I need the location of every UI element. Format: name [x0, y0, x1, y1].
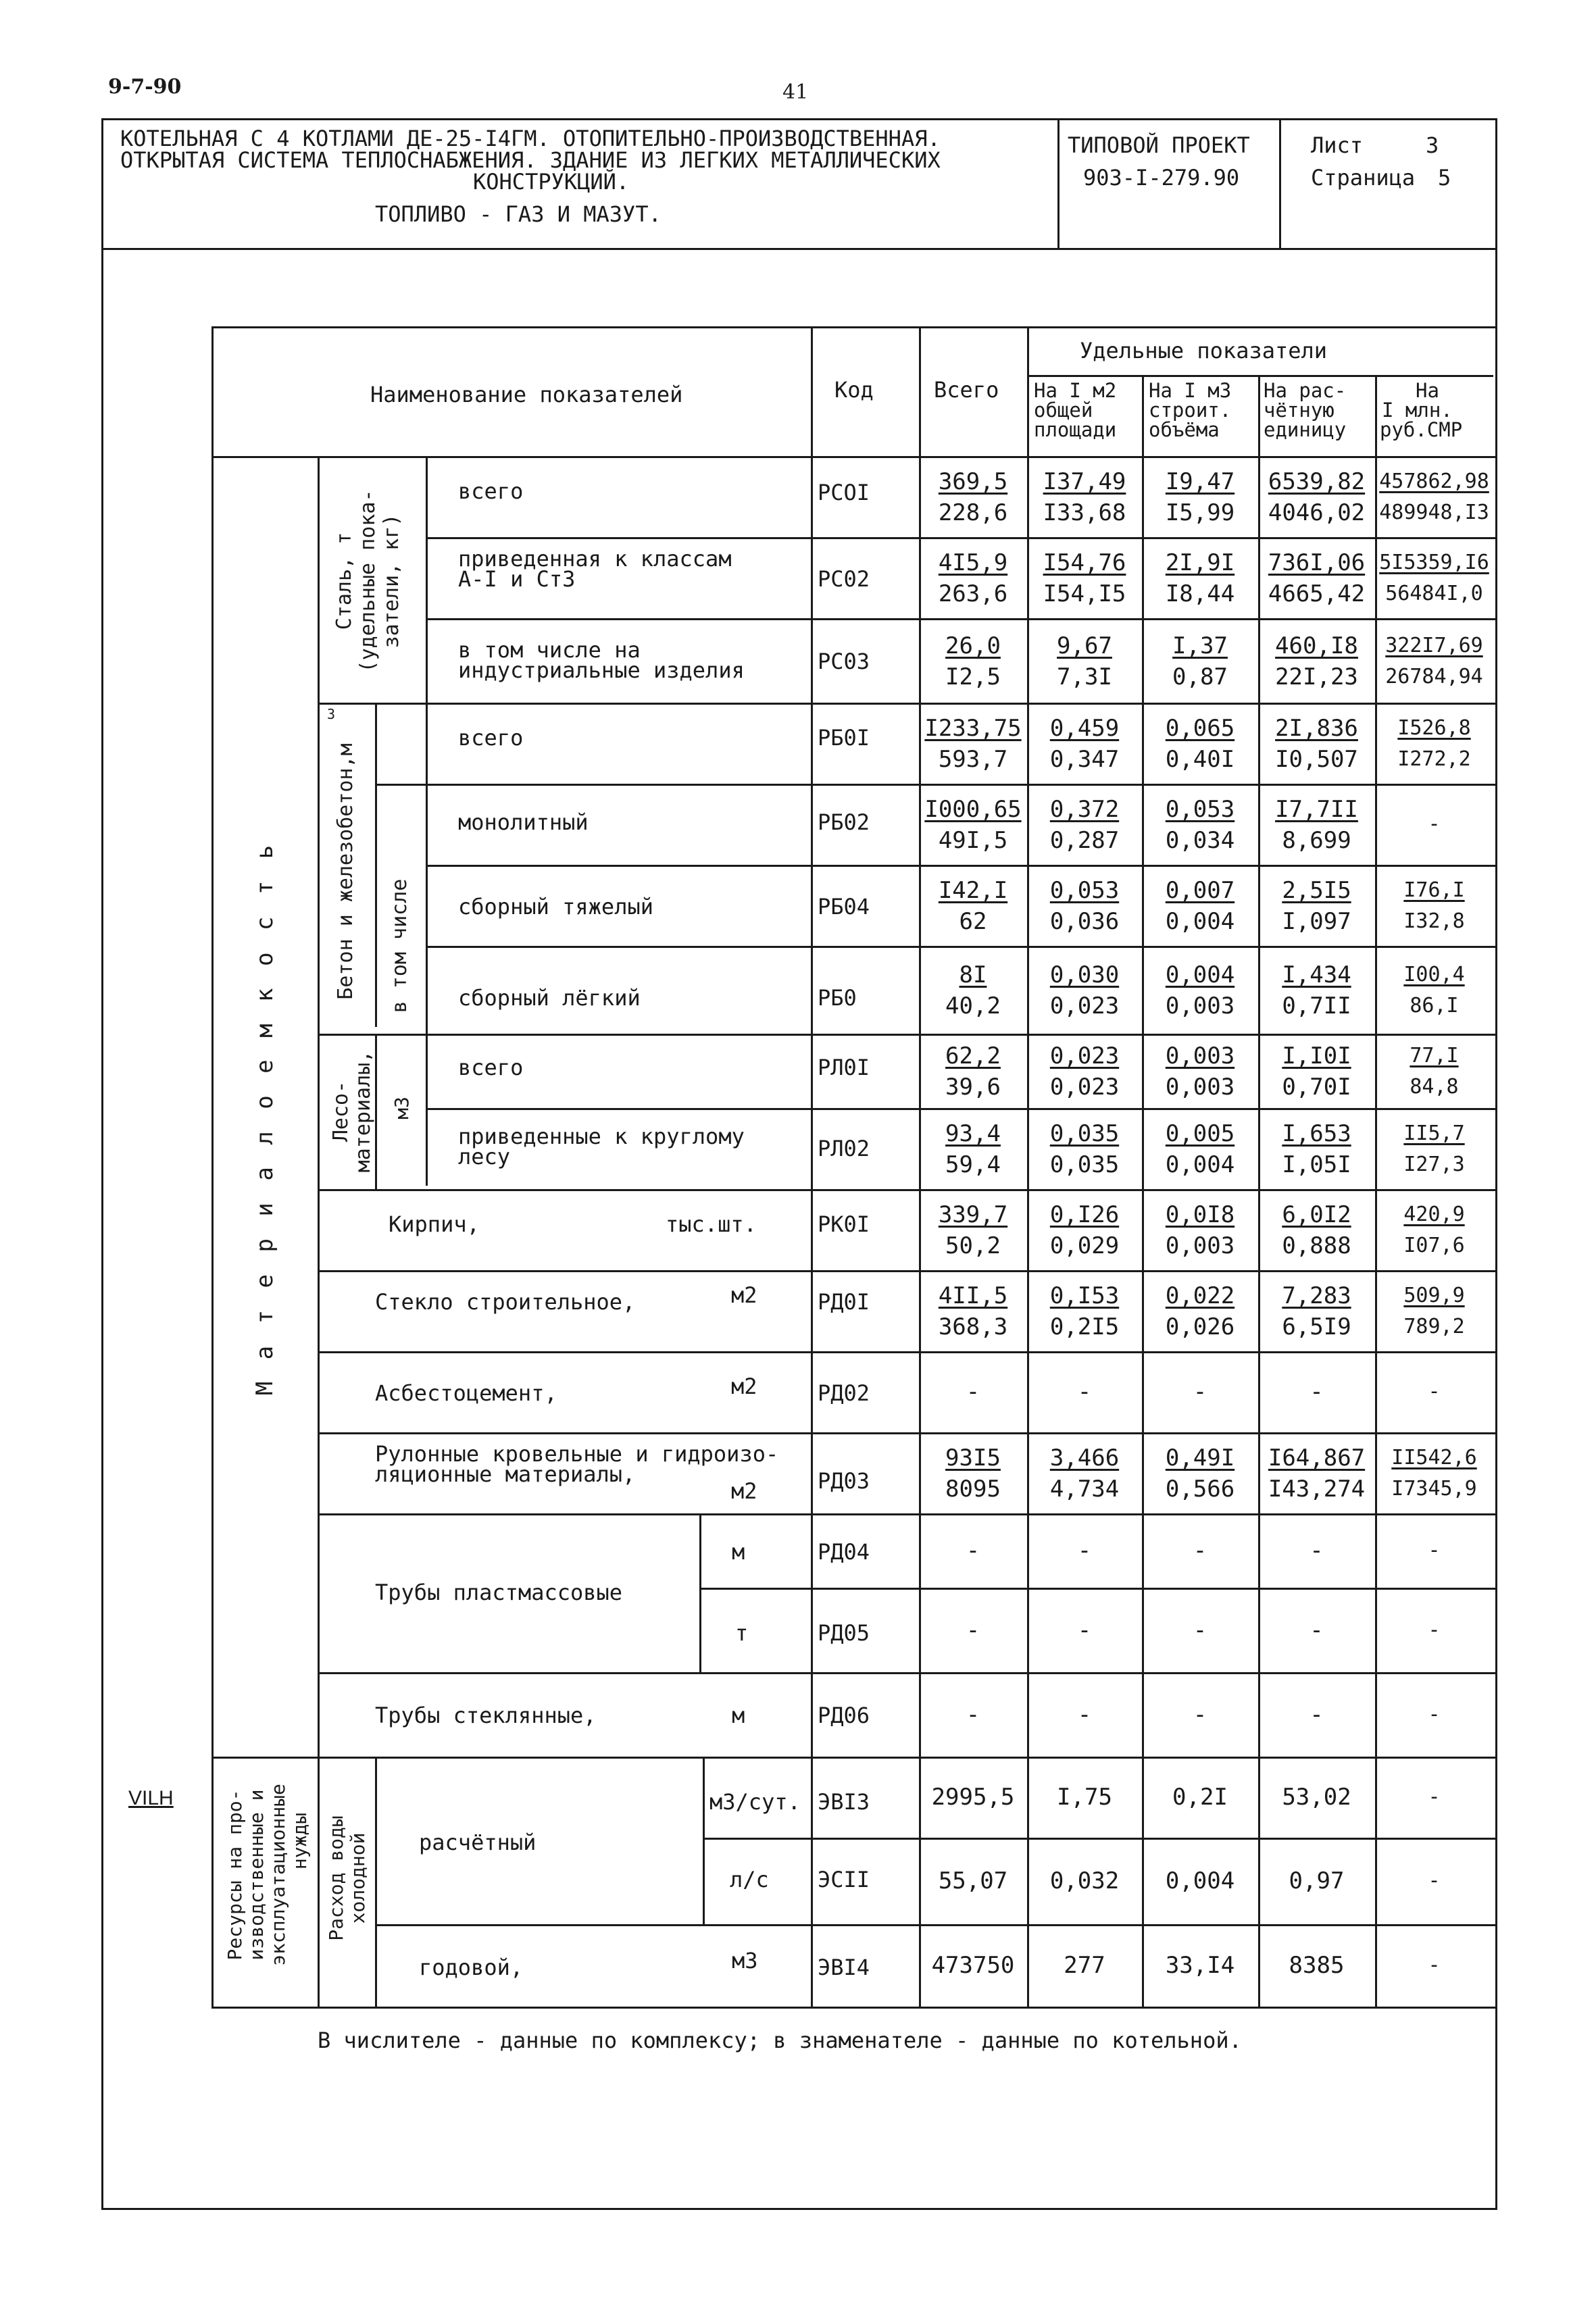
value-numerator: II5,7	[1403, 1122, 1465, 1145]
row-name: приведенная к классам	[458, 546, 732, 572]
value-cell: -	[1428, 1380, 1441, 1403]
row-unit: л/с	[730, 1867, 769, 1892]
value-denominator: 0,023	[1049, 992, 1120, 1020]
value-numerator: 26,0	[945, 632, 1001, 659]
row-name: Стекло строительное,	[375, 1289, 636, 1315]
value-cell: -	[966, 1537, 980, 1564]
value-cell: 0,004	[1165, 1867, 1235, 1894]
value-numerator: I00,4	[1403, 963, 1465, 986]
value-denominator: I8,44	[1165, 580, 1235, 607]
row-code: PCOI	[818, 480, 870, 505]
value-cell: -	[1193, 1378, 1207, 1405]
value-denominator: I43,274	[1268, 1476, 1366, 1503]
value-denominator: 26784,94	[1385, 664, 1483, 688]
value-numerator: 0,023	[1049, 1042, 1120, 1070]
row-name: Рулонные кровельные и гидроизо-	[375, 1441, 779, 1467]
value-numerator: 7,283	[1282, 1282, 1351, 1309]
row-name: в том числе на	[458, 637, 641, 663]
value-denominator: 50,2	[945, 1232, 1001, 1259]
value-denominator: 8,699	[1282, 827, 1351, 854]
value-denominator: 49I,5	[938, 827, 1008, 854]
value-denominator: I54,I5	[1043, 580, 1126, 607]
row-code: PД03	[818, 1468, 870, 1494]
value-cell: -	[1428, 1702, 1441, 1726]
row-name: всего	[458, 725, 524, 751]
row-code: PБ02	[818, 809, 870, 835]
value-cell: 0,2I	[1172, 1784, 1228, 1811]
row-unit: м3/сут.	[709, 1789, 801, 1815]
value-numerator: 2I,836	[1275, 715, 1358, 742]
resources-label-4: нужды	[289, 1812, 311, 1870]
value-numerator: I64,867	[1268, 1444, 1366, 1472]
materials-group-label: М а т е р и а л о е м к о с т ь	[251, 840, 278, 1396]
value-denominator: 22I,23	[1275, 663, 1358, 690]
value-denominator: I0,507	[1275, 746, 1358, 773]
value-cell: -	[1077, 1701, 1092, 1728]
table-head-bottom	[211, 456, 1495, 458]
value-cell: -	[966, 1378, 980, 1405]
value-denominator: 368,3	[938, 1313, 1008, 1340]
value-numerator: 509,9	[1403, 1284, 1465, 1307]
value-denominator: 56484I,0	[1385, 582, 1483, 605]
value-cell: 8385	[1289, 1952, 1345, 1979]
value-numerator: 420,9	[1403, 1203, 1465, 1226]
value-denominator: 86,I	[1410, 994, 1459, 1017]
value-cell: -	[1428, 1785, 1441, 1809]
value-denominator: 8095	[945, 1476, 1001, 1503]
value-numerator: 0,004	[1165, 961, 1235, 988]
value-denominator: 39,6	[945, 1074, 1001, 1101]
row-unit: м	[732, 1539, 745, 1565]
value-denominator: 0,003	[1165, 1074, 1235, 1101]
row-unit: м2	[731, 1374, 757, 1399]
project-label: ТИПОВОЙ ПРОЕКТ	[1068, 132, 1250, 158]
project-number: 903-I-279.90	[1083, 165, 1240, 191]
row-name: монолитный	[458, 809, 589, 835]
value-cell: 33,I4	[1165, 1952, 1235, 1979]
value-denominator: 0,035	[1049, 1151, 1120, 1178]
row-code: ЭCII	[818, 1867, 870, 1892]
value-numerator: 0,I26	[1049, 1201, 1120, 1228]
row-code: PД06	[818, 1703, 870, 1728]
value-denominator: 0,034	[1165, 827, 1235, 854]
value-denominator: 0,029	[1049, 1232, 1120, 1259]
value-cell: 2995,5	[931, 1784, 1015, 1811]
value-denominator: 0,003	[1165, 992, 1235, 1020]
col-name-header: Наименование показателей	[370, 382, 683, 407]
row-name: всего	[458, 478, 524, 504]
row-code: ЭBI3	[818, 1789, 870, 1815]
row-unit: м2	[731, 1478, 757, 1504]
value-denominator: 0,026	[1165, 1313, 1235, 1340]
value-cell: -	[1077, 1616, 1092, 1644]
value-cell: -	[1193, 1616, 1207, 1644]
resources-label-2: изводственные и	[245, 1789, 268, 1961]
header-title-line3: КОНСТРУКЦИЙ.	[473, 169, 630, 195]
value-numerator: I,434	[1282, 961, 1351, 988]
value-numerator: 4II,5	[938, 1282, 1008, 1309]
value-denominator: 0,70I	[1282, 1074, 1351, 1101]
value-numerator: I,653	[1282, 1120, 1351, 1147]
value-cell: -	[966, 1616, 980, 1644]
value-numerator: I54,76	[1043, 549, 1126, 576]
value-numerator: I9,47	[1165, 468, 1235, 495]
row-name: годовой,	[419, 1955, 524, 1980]
col-total-header: Всего	[934, 377, 999, 403]
value-denominator: 4046,02	[1268, 499, 1366, 526]
row-code: PЛ02	[818, 1136, 870, 1161]
value-numerator: 4I5,9	[938, 549, 1008, 576]
value-numerator: 457862,98	[1379, 470, 1489, 493]
row-code: PC02	[818, 566, 870, 592]
value-denominator: 0,287	[1049, 827, 1120, 854]
value-cell: -	[1428, 1538, 1441, 1562]
value-numerator: 0,49I	[1165, 1444, 1235, 1472]
value-denominator: 489948,I3	[1379, 501, 1489, 524]
value-cell: -	[1193, 1701, 1207, 1728]
value-numerator: 369,5	[938, 468, 1008, 495]
value-denominator: 0,003	[1165, 1232, 1235, 1259]
value-cell: -	[966, 1701, 980, 1728]
col-code-header: Код	[834, 377, 874, 403]
value-numerator: 9,67	[1057, 632, 1112, 659]
value-numerator: 93I5	[945, 1444, 1001, 1472]
row-code: PД04	[818, 1539, 870, 1565]
row-name: приведенные к круглому	[458, 1124, 745, 1149]
value-numerator: 77,I	[1410, 1044, 1459, 1067]
value-denominator: I7345,9	[1391, 1477, 1477, 1501]
value-numerator: 0,053	[1049, 877, 1120, 904]
row-name: индустриальные изделия	[458, 657, 745, 683]
value-numerator: I,37	[1172, 632, 1228, 659]
value-denominator: 59,4	[945, 1151, 1001, 1178]
row-code: PБ0	[818, 985, 857, 1011]
value-cell: 277	[1064, 1952, 1105, 1979]
value-numerator: 93,4	[945, 1120, 1001, 1147]
timber-group-label-2: материалы,	[351, 1050, 375, 1173]
value-denominator: 0,004	[1165, 908, 1235, 935]
value-denominator: I33,68	[1043, 499, 1126, 526]
row-name: расчётный	[419, 1830, 537, 1855]
value-numerator: 339,7	[938, 1201, 1008, 1228]
value-denominator: 84,8	[1410, 1075, 1459, 1099]
value-denominator: 593,7	[938, 746, 1008, 773]
row-name: лесу	[458, 1144, 511, 1169]
incl-group-label: в том числе	[388, 878, 412, 1013]
value-cell: -	[1428, 1953, 1441, 1977]
materials-group-line	[318, 456, 320, 1807]
row-code: PK0I	[818, 1211, 870, 1237]
row-name: Кирпич,	[389, 1211, 480, 1237]
value-numerator: I526,8	[1397, 716, 1471, 740]
value-denominator: 789,2	[1403, 1315, 1465, 1338]
header-title-line2: ОТКРЫТАЯ СИСТЕМА ТЕПЛОСНАБЖЕНИЯ. ЗДАНИЕ ИЗ ЛЕГКИХ МЕТАЛЛИЧЕСКИХ	[120, 147, 941, 173]
value-cell: -	[1077, 1537, 1092, 1564]
value-denominator: I,05I	[1282, 1151, 1351, 1178]
header-fuel: ТОПЛИВО - ГАЗ И МАЗУТ.	[375, 201, 662, 227]
value-cell: 55,07	[938, 1867, 1008, 1894]
value-denominator: 0,87	[1172, 663, 1228, 690]
value-numerator: 0,459	[1049, 715, 1120, 742]
row-code: PБ0I	[818, 725, 870, 751]
value-numerator: 0,0I8	[1165, 1201, 1235, 1228]
col-specific-header: Удельные показатели	[1080, 338, 1328, 363]
value-numerator: II542,6	[1391, 1446, 1477, 1469]
value-numerator: I7,7II	[1275, 796, 1358, 823]
timber-group-label-3: м3	[391, 1097, 413, 1120]
value-denominator: 7,3I	[1057, 663, 1112, 690]
row-name: сборный лёгкий	[458, 985, 641, 1011]
value-denominator: 0,40I	[1165, 746, 1235, 773]
row-code: ЭBI4	[818, 1955, 870, 1980]
value-denominator: I2,5	[945, 663, 1001, 690]
value-numerator: 0,030	[1049, 961, 1120, 988]
value-numerator: 0,053	[1165, 796, 1235, 823]
table-bottom	[211, 2007, 1495, 2009]
value-numerator: 0,007	[1165, 877, 1235, 904]
value-numerator: 8I	[959, 961, 987, 988]
value-numerator: I76,I	[1403, 878, 1465, 902]
value-numerator: I233,75	[924, 715, 1022, 742]
value-cell: -	[1310, 1537, 1324, 1564]
value-numerator: 0,035	[1049, 1120, 1120, 1147]
timber-group-label-1: Лесо-	[329, 1080, 353, 1142]
row-unit: т	[735, 1620, 749, 1646]
value-denominator: 6,5I9	[1282, 1313, 1351, 1340]
value-cell: 53,02	[1282, 1784, 1351, 1811]
value-numerator: 6,0I2	[1282, 1201, 1351, 1228]
row-name: всего	[458, 1055, 524, 1080]
page-label: Страница	[1311, 165, 1416, 191]
value-denominator: I27,3	[1403, 1153, 1465, 1176]
value-numerator: I37,49	[1043, 468, 1126, 495]
value-numerator: 0,005	[1165, 1120, 1235, 1147]
resources-top	[211, 1757, 1495, 1759]
footnote: В числителе - данные по комплексу; в знаменателе - данные по котельной.	[318, 2028, 1242, 2053]
value-denominator: I,097	[1282, 908, 1351, 935]
value-numerator: 322I7,69	[1385, 633, 1483, 657]
value-numerator: 0,I53	[1049, 1282, 1120, 1309]
resources-label-3: эксплуатационные	[267, 1784, 289, 1966]
row-unit: м3	[732, 1948, 758, 1973]
value-denominator: 0,004	[1165, 1151, 1235, 1178]
water-label-2: холодной	[347, 1832, 369, 1924]
row-code: PД05	[818, 1620, 870, 1646]
resources-label-1: Ресурсы на про-	[224, 1789, 246, 1961]
table-top	[211, 326, 1495, 328]
value-cell: -	[1428, 812, 1441, 836]
page-number: 41	[782, 80, 809, 104]
value-cell: 0,032	[1049, 1867, 1120, 1894]
row-name: Трубы пластмассовые	[375, 1580, 623, 1605]
value-denominator: 0,2I5	[1049, 1313, 1120, 1340]
row-code: PЛ0I	[818, 1055, 870, 1080]
stamp-mark: VILH	[128, 1787, 174, 1809]
row-name: сборный тяжелый	[458, 894, 653, 920]
value-cell: -	[1428, 1869, 1441, 1892]
value-numerator: 0,372	[1049, 796, 1120, 823]
row-name: Трубы стеклянные,	[375, 1703, 597, 1728]
row-name: А-I и Ст3	[458, 566, 576, 592]
row-code: PД02	[818, 1380, 870, 1406]
header-divider	[101, 248, 1495, 250]
value-cell: -	[1310, 1616, 1324, 1644]
value-denominator: 62	[959, 908, 987, 935]
value-denominator: 0,888	[1282, 1232, 1351, 1259]
concrete-group-label: Бетон и железобетон,м	[334, 743, 357, 1000]
value-cell: -	[1310, 1378, 1324, 1405]
value-numerator: 3,466	[1049, 1444, 1120, 1472]
value-denominator: 0,566	[1165, 1476, 1235, 1503]
sheet-label: Лист	[1311, 132, 1364, 158]
value-denominator: 263,6	[938, 580, 1008, 607]
value-numerator: 2I,9I	[1165, 549, 1235, 576]
row-unit: тыс.шт.	[666, 1211, 757, 1237]
value-denominator: I272,2	[1397, 747, 1471, 771]
steel-group-label-2: (удельные пока-	[356, 489, 380, 673]
value-numerator: 62,2	[945, 1042, 1001, 1070]
corner-code: 9-7-90	[108, 75, 182, 99]
value-numerator: 0,065	[1165, 715, 1235, 742]
row-name: ляционные материалы,	[375, 1461, 636, 1487]
value-cell: -	[1428, 1617, 1441, 1642]
value-numerator: 0,022	[1165, 1282, 1235, 1309]
row-unit: м	[732, 1703, 745, 1728]
value-denominator: I07,6	[1403, 1234, 1465, 1257]
value-denominator: 228,6	[938, 499, 1008, 526]
value-denominator: 40,2	[945, 992, 1001, 1020]
value-denominator: I5,99	[1165, 499, 1235, 526]
value-numerator: 460,I8	[1275, 632, 1358, 659]
value-numerator: 5I5359,I6	[1379, 551, 1489, 574]
value-cell: 0,97	[1289, 1867, 1345, 1894]
value-denominator: 0,023	[1049, 1074, 1120, 1101]
header-title-line1: КОТЕЛЬНАЯ С 4 КОТЛАМИ ДЕ-25-I4ГМ. ОТОПИТЕЛЬНО-ПРОИЗВОДСТВЕННАЯ.	[120, 126, 941, 151]
row-code: PБ04	[818, 894, 870, 920]
steel-group-label-3: затели, кг)	[380, 513, 403, 649]
row-unit: м2	[731, 1282, 757, 1308]
value-denominator: 4665,42	[1268, 580, 1366, 607]
value-denominator: 0,347	[1049, 746, 1120, 773]
value-denominator: 0,7II	[1282, 992, 1351, 1020]
page-value: 5	[1438, 165, 1451, 191]
value-numerator: 0,003	[1165, 1042, 1235, 1070]
value-cell: -	[1193, 1537, 1207, 1564]
value-numerator: 2,5I5	[1282, 877, 1351, 904]
value-numerator: 6539,82	[1268, 468, 1366, 495]
value-cell: I,75	[1057, 1784, 1112, 1811]
value-denominator: 4,734	[1049, 1476, 1120, 1503]
value-numerator: I,I0I	[1282, 1042, 1351, 1070]
sheet-value: 3	[1426, 132, 1439, 158]
steel-group-label-1: Сталь, т	[332, 532, 356, 630]
row-code: PC03	[818, 649, 870, 674]
value-cell: -	[1310, 1701, 1324, 1728]
value-denominator: I32,8	[1403, 909, 1465, 933]
value-cell: -	[1077, 1378, 1092, 1405]
value-numerator: 736I,06	[1268, 549, 1366, 576]
row-code: PД0I	[818, 1289, 870, 1315]
water-label-1: Расход воды	[325, 1815, 347, 1941]
value-cell: 473750	[931, 1952, 1015, 1979]
value-denominator: 0,036	[1049, 908, 1120, 935]
value-numerator: I42,I	[938, 877, 1008, 904]
value-numerator: I000,65	[924, 796, 1022, 823]
row-name: Асбестоцемент,	[375, 1380, 557, 1406]
